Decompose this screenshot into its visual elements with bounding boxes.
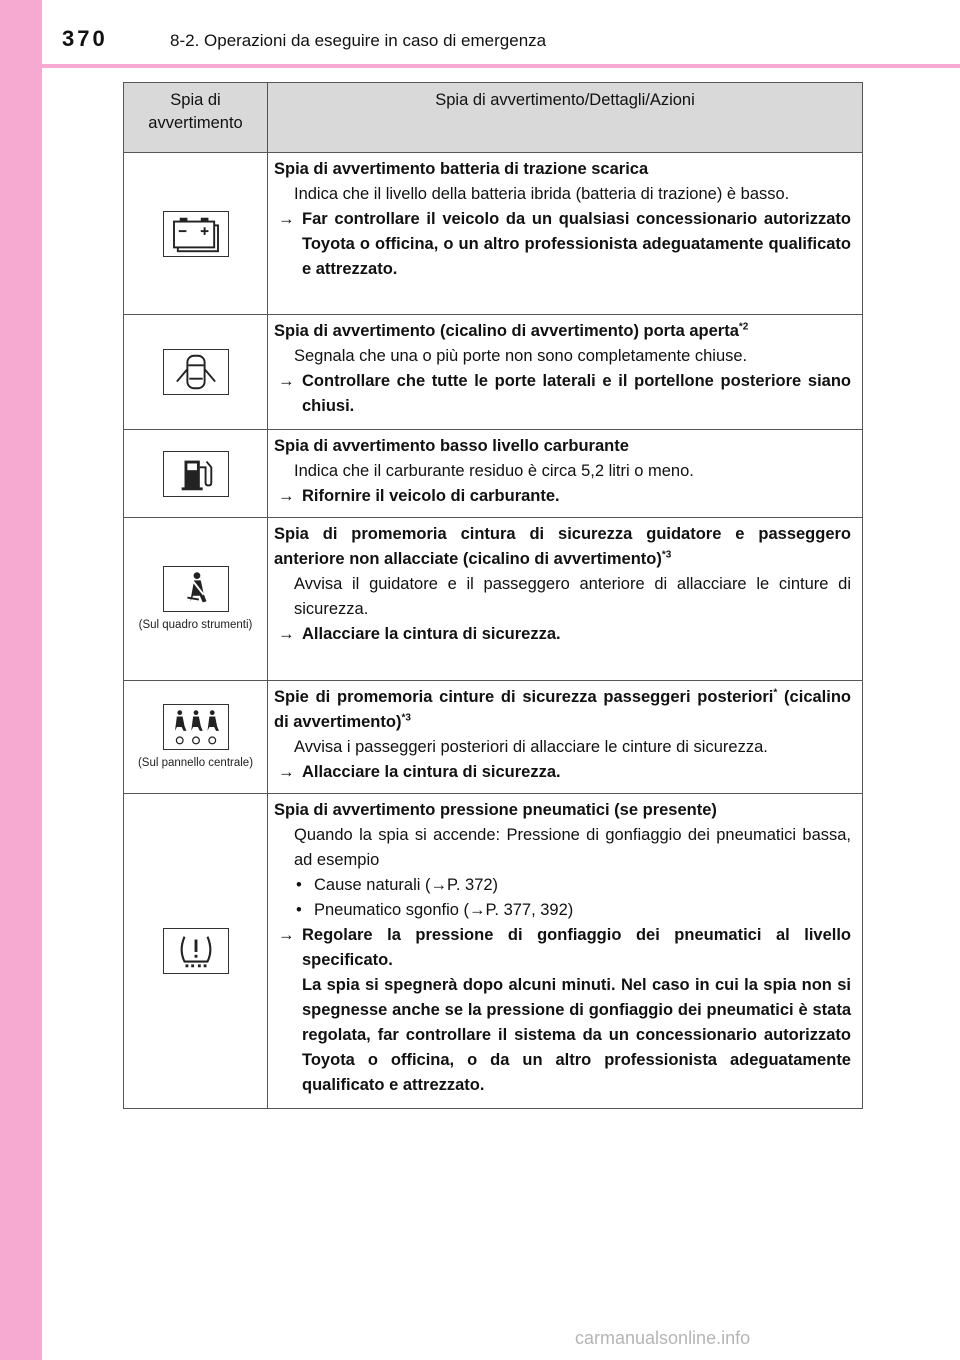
icon-cell (124, 794, 268, 1109)
light-action-detail: La spia si spegnerà dopo alcuni minuti. Nel caso in cui la spia non si spegnesse anche se la pressione di gonfiaggio dei pneumatici è stata regolata, far controllare il sistema da un concessionario autorizzato Toyota o officina, o da un altro professionista adeguatamente qualificato e attrezzato. (302, 976, 851, 1094)
light-title: Spie di promemoria cinture di sicurezza passeggeri posteriori* (cicalino di avvertimento)$^{*3}$ (274, 687, 851, 731)
arrow-icon: → (469, 901, 486, 919)
seatbelt-reminder-icon (163, 566, 229, 612)
warning-lights-table (123, 82, 863, 1109)
icon-cell (124, 518, 268, 681)
arrow-icon: → (430, 876, 447, 894)
light-title: Spia di avvertimento pressione pneumatici (se presente) (274, 801, 717, 819)
details-cell (268, 315, 863, 430)
table-row (124, 681, 863, 794)
chapter-title: 8-2. Operazioni da eseguire in caso di emergenza (170, 31, 547, 50)
table-row (124, 518, 863, 681)
table-header-row (124, 83, 863, 153)
light-action: → Allacciare la cintura di sicurezza. (278, 625, 561, 643)
header-rule (42, 64, 960, 68)
table-row (124, 315, 863, 430)
col-header-details: Spia di avvertimento/Dettagli/Azioni (268, 83, 863, 153)
icon-cell (124, 430, 268, 518)
icon-location-label: (Sul pannello centrale) (137, 757, 254, 769)
list-item: • Pneumatico sgonfio (→P. 377, 392) (296, 901, 574, 919)
table-row (124, 153, 863, 315)
col-header-light: Spia di avvertimento (124, 83, 268, 153)
light-action: → Allacciare la cintura di sicurezza. (278, 763, 561, 781)
hybrid-battery-icon (163, 211, 229, 257)
light-action: → Far controllare il veicolo da un qualsiasi concessionario autorizzato Toyota o officina, o un altro professionista adeguatamente qualificato e attrezzato. (278, 210, 851, 278)
details-cell (268, 430, 863, 518)
light-action: → Regolare la pressione di gonfiaggio dei pneumatici al livello specificato. (278, 926, 851, 969)
table-row (124, 794, 863, 1109)
fuel-pump-icon (163, 451, 229, 497)
rear-seatbelt-reminder-icon (163, 704, 229, 750)
light-action: → Rifornire il veicolo di carburante. (278, 487, 560, 505)
icon-location-label: (Sul quadro strumenti) (138, 619, 253, 631)
details-cell (268, 794, 863, 1109)
light-info: Avvisa il guidatore e il passeggero anteriore di allacciare le cinture di sicurezza. (294, 575, 851, 618)
light-title: Spia di avvertimento batteria di trazione scarica (274, 160, 649, 178)
open-door-icon (163, 349, 229, 395)
list-item: • Cause naturali (→P. 372) (296, 876, 499, 894)
light-title: Spia di avvertimento basso livello carburante (274, 437, 629, 455)
tire-pressure-icon (163, 928, 229, 974)
light-info: Segnala che una o più porte non sono completamente chiuse. (294, 347, 748, 365)
light-title: Spia di avvertimento (cicalino di avvertimento) porta aperta$^{*2}$ (274, 321, 749, 340)
table-row (124, 430, 863, 518)
light-info: Quando la spia si accende: Pressione di gonfiaggio dei pneumatici bassa, ad esempio (294, 826, 851, 869)
light-action: → Controllare che tutte le porte laterali e il portellone posteriore siano chiusi. (278, 372, 851, 415)
page-number: 370 (62, 26, 108, 51)
icon-cell (124, 153, 268, 315)
watermark: carmanualsonline.info (575, 1328, 751, 1348)
details-cell (268, 681, 863, 794)
icon-cell (124, 315, 268, 430)
icon-cell (124, 681, 268, 794)
details-cell (268, 153, 863, 315)
side-color-bar (0, 0, 42, 1360)
light-info: Indica che il carburante residuo è circa 5,2 litri o meno. (294, 462, 694, 480)
light-info: Avvisa i passeggeri posteriori di allacciare le cinture di sicurezza. (294, 738, 768, 756)
light-title: Spia di promemoria cintura di sicurezza guidatore e passeggero anteriore non allacciate (cicalino di avvertimento)$^{*3}$ (274, 525, 851, 568)
light-info: Indica che il livello della batteria ibrida (batteria di trazione) è basso. (294, 185, 790, 203)
details-cell (268, 518, 863, 681)
